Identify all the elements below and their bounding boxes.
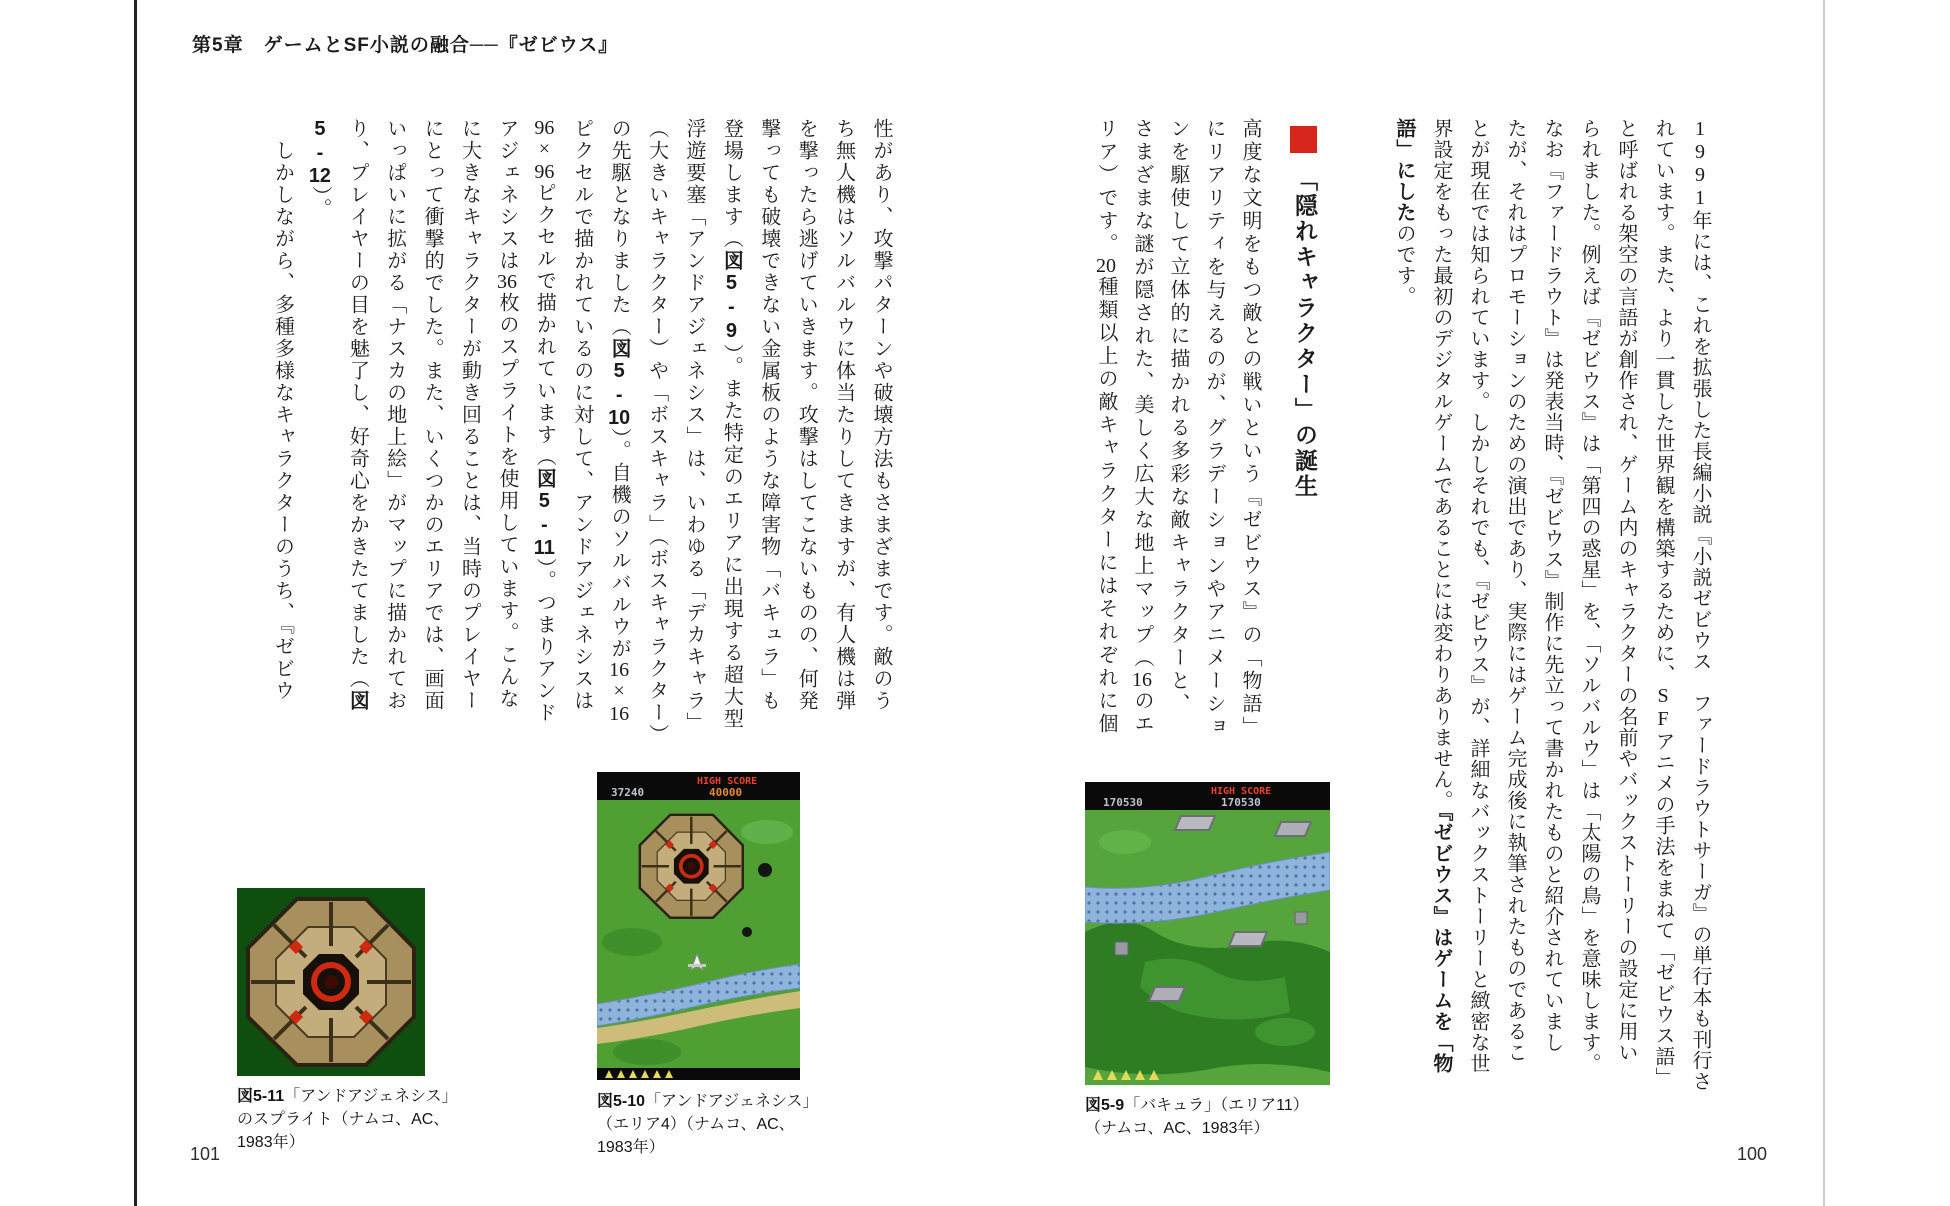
body-text: × xyxy=(608,680,631,704)
body-text: のです。 xyxy=(1393,223,1415,307)
text-column xyxy=(450,118,487,780)
body-text: 高度な文明をもつ敵との戦いという『ゼビウス』の「物語」 xyxy=(1239,118,1261,739)
body-text: 16 xyxy=(1132,670,1152,690)
text-column xyxy=(263,118,300,780)
figure-5-11-sprite-image xyxy=(237,888,425,1076)
body-text: とが現在では知られています。しかしそれでも、『ゼビウス』が、詳細なバックストーリーと緻密な世 xyxy=(1467,118,1489,1074)
text-column xyxy=(1196,118,1232,780)
body-text: 登場します（ xyxy=(720,118,743,250)
explosion-blast xyxy=(758,863,772,877)
body-text: 96 xyxy=(534,162,555,182)
body-text: なお『ファードラウト』は発表当時、『ゼビウス』制作に先立って書かれたものと紹介されていまし xyxy=(1541,118,1563,1053)
body-text: 16 xyxy=(609,660,630,680)
text-column xyxy=(749,118,786,780)
body-text: ピクセルで描かれているのに対して、アンドアジェネシスは xyxy=(570,118,593,712)
body-text: リア）です。 xyxy=(1095,118,1117,256)
text-column xyxy=(600,118,637,780)
body-text: 1991 xyxy=(1689,118,1711,210)
emphasis-text: 5- xyxy=(608,360,631,408)
text-column xyxy=(1422,118,1459,1130)
body-text: と呼ばれる架空の言語が創作され、ゲーム内のキャラクターの名前やバックストーリーの設定に用い xyxy=(1615,118,1637,1063)
page-right-edge-line xyxy=(1823,0,1825,1206)
figure-5-10-caption-label: 図5-10 xyxy=(597,1093,646,1110)
page-number-right: 100 xyxy=(1737,1144,1768,1164)
body-text: れています。また、より一貫した世界観を構築するために、 xyxy=(1652,118,1674,685)
text-column xyxy=(562,118,599,780)
text-column xyxy=(1681,118,1718,1130)
body-text: 撃っても破壊できない金属板のような障害物「バキュラ」も xyxy=(757,118,780,712)
figure-5-9-caption-text: 「バキュラ」（エリア11）（ナムコ、AC、1983年） xyxy=(1085,1097,1301,1138)
figure-5-9-caption xyxy=(1085,1094,1307,1140)
section-heading xyxy=(1283,168,1327,518)
emphasis-text: 5- xyxy=(308,118,331,166)
emphasis-text: 図 xyxy=(346,690,369,712)
body-text: 界設定をもった最初のデジタルゲームであることには変わりありません。 xyxy=(1430,118,1452,811)
emphasis-text: 図 xyxy=(608,338,631,360)
emphasis-text: 5- xyxy=(533,490,556,538)
body-text: しかしながら、多種多様なキャラクターのうち、『ゼビウ xyxy=(271,118,294,702)
text-column xyxy=(301,118,338,780)
figure-5-11-caption xyxy=(237,1085,453,1155)
emphasis-text: 図 xyxy=(720,250,743,272)
body-text: の先駆となりました（ xyxy=(608,118,631,338)
body-text: SF xyxy=(1652,685,1674,731)
body-text: ンを駆使して立体的に描かれる多彩な敵キャラクターと、 xyxy=(1167,118,1189,716)
svg-text:HIGH SCORE: HIGH SCORE xyxy=(1211,786,1272,797)
xevious-andor-genesis-screenshot xyxy=(597,772,800,1080)
text-column xyxy=(1533,118,1570,1130)
body-text: ピクセルで描かれています（ xyxy=(533,182,556,468)
svg-text:170530: 170530 xyxy=(1103,796,1143,809)
text-column xyxy=(375,118,412,780)
emphasis-text: 11 xyxy=(533,538,555,558)
section-marker-square-icon xyxy=(1290,126,1317,153)
page-left-edge-line xyxy=(134,0,137,1206)
emphasis-text: 『ゼビウス』はゲームを「物 xyxy=(1430,811,1452,1074)
body-text: り、プレイヤーの目を魅了し、好奇心をかきたてました（ xyxy=(346,118,369,690)
body-text: 36 xyxy=(496,272,517,292)
svg-text:HIGH SCORE: HIGH SCORE xyxy=(697,776,758,787)
body-text: × xyxy=(533,138,556,162)
section-heading-text: 「隠れキャラクター」の誕生 xyxy=(1292,168,1318,500)
body-text: 種類以上の敵キャラクターにはそれぞれに個 xyxy=(1095,276,1117,736)
xevious-bakura-screenshot xyxy=(1085,782,1330,1085)
text-column xyxy=(712,118,749,780)
text-column xyxy=(413,118,450,780)
andor-genesis-sprite xyxy=(237,888,425,1076)
text-column xyxy=(637,118,674,780)
body-text: 96 xyxy=(534,118,555,138)
text-column xyxy=(1607,118,1644,1130)
body-text: さまざまな謎が隠された、美しく広大な地上マップ（ xyxy=(1131,118,1153,670)
body-text: にとって衝撃的でした。また、いくつかのエリアでは、画面 xyxy=(421,118,444,712)
body-text: ち無人機はソルバルウに体当たりしてきますが、有人機は弾 xyxy=(832,118,855,712)
body-text: アニメの手法をまねて「ゼビウス語」 xyxy=(1652,731,1674,1088)
figure-5-10-screenshot xyxy=(597,772,800,1080)
body-text: ）。自機のソルバルウが xyxy=(608,428,631,660)
figure-5-10-caption xyxy=(597,1090,813,1160)
left-page-body-text xyxy=(263,118,899,780)
text-column xyxy=(1570,118,1607,1130)
body-text: 性があり、攻撃パターンや破壊方法もさまざまです。敵のう xyxy=(870,118,892,712)
text-column xyxy=(525,118,562,780)
body-text: 枚のスプライトを使用しています。こんな xyxy=(495,292,518,710)
body-text: （大きいキャラクター）や「ボスキャラ」（ボスキャラクター） xyxy=(645,118,668,746)
text-column xyxy=(1459,118,1496,1130)
body-text: ）。つまりアンド xyxy=(533,558,556,724)
text-column xyxy=(1124,118,1160,780)
body-text: ）。 xyxy=(308,186,331,220)
text-column xyxy=(1496,118,1533,1130)
body-text: 20 xyxy=(1096,256,1116,276)
body-text: に大きなキャラクターが動き回ることは、当時のプレイヤー xyxy=(458,118,481,712)
text-column xyxy=(787,118,824,780)
body-text: いっぱいに拡がる「ナスカの地上絵」がマップに描かれてお xyxy=(383,118,406,712)
body-text: 年には、これを拡張した長編小説『小説ゼビウス ファードラウトサーガ』の単行本も刊行さ xyxy=(1689,210,1711,1092)
text-column xyxy=(1385,118,1422,1130)
body-text: 浮遊要塞「アンドアジェネシス」は、いわゆる「デカキャラ」 xyxy=(682,118,705,734)
figure-5-10-caption-text: 「アンドアジェネシス」（エリア4）（ナムコ、AC、1983年） xyxy=(597,1093,811,1157)
svg-text:37240: 37240 xyxy=(611,786,645,799)
right-page-section-body-text xyxy=(1088,118,1268,780)
page-number-left: 101 xyxy=(190,1144,221,1164)
text-column xyxy=(862,118,899,780)
text-column xyxy=(338,118,375,780)
figure-5-11-caption-text: 「アンドアジェネシス」のスプライト（ナムコ、AC、1983年） xyxy=(237,1088,450,1152)
body-text: ）。また特定のエリアに出現する超大型 xyxy=(720,344,743,730)
text-column xyxy=(488,118,525,780)
emphasis-text: 5-9 xyxy=(720,272,743,344)
figure-5-9-caption-label: 図5-9 xyxy=(1085,1097,1125,1114)
explosion-blast xyxy=(742,927,752,937)
body-text: を撃ったら逃げていきます。攻撃はしてこないものの、何発 xyxy=(795,118,818,712)
figure-5-11-caption-label: 図5-11 xyxy=(237,1088,285,1105)
text-column xyxy=(1644,118,1681,1130)
body-text: 16 xyxy=(609,704,630,724)
emphasis-text: 図 xyxy=(533,468,556,490)
emphasis-text: 10 xyxy=(608,408,631,428)
body-text: のエ xyxy=(1131,690,1153,736)
emphasis-text: 語」にした xyxy=(1393,118,1415,223)
text-column xyxy=(1088,118,1124,780)
body-text: アジェネシスは xyxy=(495,118,518,272)
body-text: られました。例えば『ゼビウス』は「第四の惑星」を、「ソルバルウ」は「太陽の鳥」を意味します。 xyxy=(1578,118,1600,1074)
body-text: たが、それはプロモーションのための演出であり、実際にはゲーム完成後に執筆されたものであるこ xyxy=(1504,118,1526,1063)
svg-text:40000: 40000 xyxy=(709,786,743,799)
body-text: にリアリティを与えるのが、グラデーションやアニメーショ xyxy=(1203,118,1225,739)
text-column xyxy=(1160,118,1196,780)
emphasis-text: 12 xyxy=(308,166,331,186)
svg-text:170530: 170530 xyxy=(1221,796,1261,809)
text-column xyxy=(1232,118,1268,780)
right-page-intro-text xyxy=(1385,118,1718,1130)
text-column xyxy=(675,118,712,780)
chapter-running-head: 第5章 ゲームとSF小説の融合──『ゼビウス』 xyxy=(192,35,619,56)
figure-5-9-screenshot xyxy=(1085,782,1330,1085)
text-column xyxy=(824,118,861,780)
andor-genesis-ship xyxy=(640,815,743,918)
